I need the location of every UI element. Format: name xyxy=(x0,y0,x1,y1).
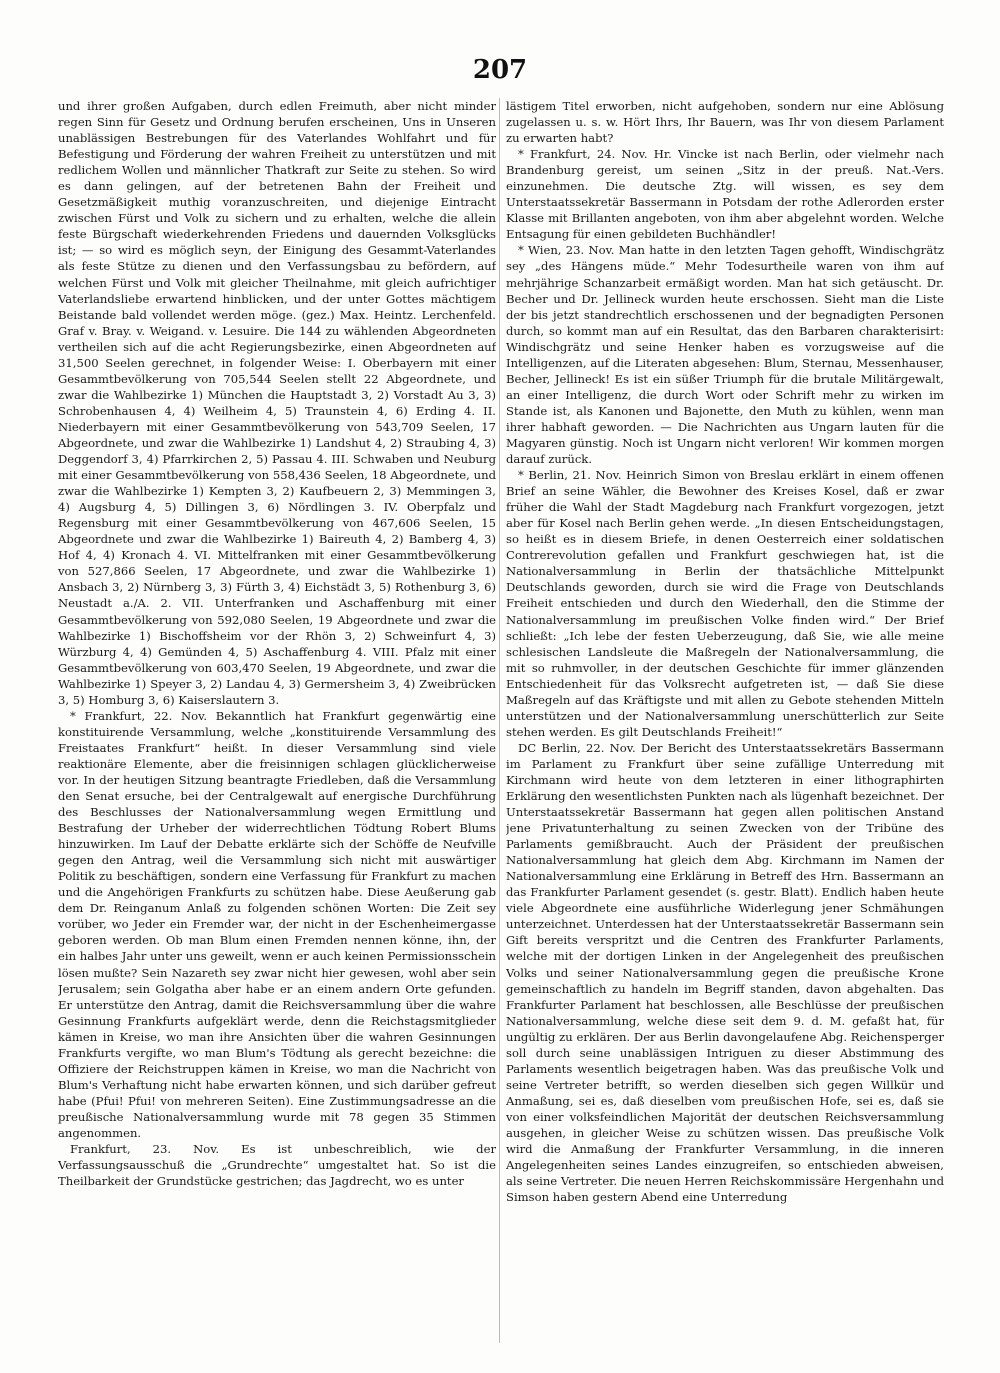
paragraph: * Wien, 23. Nov. Man hatte in den letzten Tagen gehofft, Windischgrätz sey „des Hängens müde.“ Mehr Todesurtheile waren von ihm auf mehrjährige Schanzarbeit ermäßigt worden. Man hat sich getäuscht. Dr. Becher und Dr. Jellineck wurden heute erschossen. Sieht man die Liste der bis jetzt standrechtlich erschossenen und der begnadigten Personen durch, so kommt man auf ein Resultat, das den Barbaren charakterisirt: Windischgrätz und seine Henker haben es vorzugsweise auf die Intelligenzen, auf die Literaten abgesehen: Blum, Sternau, Messenhauser, Becher, Jellineck! Es ist ein süßer Triumph für die brutale Militärgewalt, an einer Intelligenz, die durch Wort oder Schrift mehr zu wirken im Stande ist, als Kanonen und Bajonette, den Muth zu kühlen, wenn man ihrer habhaft geworden. — Die Nachrichten aus Ungarn lauten für die Magyaren günstig. Noch ist Ungarn nicht verloren! Wir kommen morgen darauf zurück. xyxy=(506,243,944,467)
paragraph: Frankfurt, 23. Nov. Es ist unbeschreiblich, wie der Verfassungsausschuß die „Grundrechte“ umgestaltet hat. So ist die Theilbarkeit der Grundstücke gestrichen; das Jagdrecht, wo es unter xyxy=(58,1142,496,1189)
paragraph: lästigem Titel erworben, nicht aufgehoben, sondern nur eine Ablösung zugelassen u. s. w. Hört Ihrs, Ihr Bauern, was Ihr von diesem Parlament zu erwarten habt? xyxy=(506,99,944,146)
page-number: 207 xyxy=(472,55,528,85)
paragraph: DC Berlin, 22. Nov. Der Bericht des Unterstaatssekretärs Bassermann im Parlament zu Frankfurt über seine zufällige Unterredung mit Kirchmann wird heute von dem letzteren in einer lithographirten Erklärung den wesentlichsten Punkten nach als lügenhaft bezeichnet. Der Unterstaatssekretär Bassermann hat gegen allen politischen Anstand jene Privatunterhaltung zu seinen Zwecken von der Tribüne des Parlaments gemißbraucht. Auch der Präsident der preußischen Nationalversammlung hat gleich dem Abg. Kirchmann im Namen der Nationalversammlung eine Erklärung in Betreff des Hrn. Bassermann an das Frankfurter Parlament gesendet (s. gestr. Blatt). Endlich haben heute viele Abgeordnete eine ausführliche Widerlegung jener Schmähungen unterzeichnet. Unterdessen hat der Unterstaatssekretär Bassermann sein Gift bereits verspritzt und die Centren des Frankfurter Parlaments, welche mit der dortigen Linken in der Angelegenheit des preußischen Volks und seiner Nationalversammlung gegen die preußische Krone gemeinschaftlich zu handeln im Begriff standen, davon abgehalten. Das Frankfurter Parlament hat beschlossen, alle Beschlüsse der preußischen Nationalversammlung, welche diese seit dem 9. d. M. gefaßt hat, für ungültig zu erklären. Der aus Berlin davongelaufene Abg. Reichensperger soll durch seine unablässigen Intriguen zu dieser Abstimmung des Parlaments wesentlich beigetragen haben. Was das preußische Volk und seine Vertreter betrifft, so werden dieselben sich gegen Willkür und Anmaßung, sei es, daß dieselben vom preußischen Hofe, sei es, daß sie von einer volksfeindlichen Majorität der deutschen Reichsversammlung ausgehen, in gleicher Weise zu schützen wissen. Das preußische Volk wird die Anmaßung der Frankfurter Versammlung, in die inneren Angelegenheiten seines Landes einzugreifen, so entschieden abweisen, als seine Vertreter. Die neuen Herren Reichskommissäre Hergenhahn und Simson haben gestern Abend eine Unterredung xyxy=(506,740,944,1205)
paragraph: und ihrer großen Aufgaben, durch edlen Freimuth, aber nicht minder regen Sinn für Gesetz und Ordnung berufen erscheinen, Uns in Unseren unablässigen Bestrebungen für des Vaterlandes Wohlfahrt und für Befestigung und Förderung der wahren Freiheit zu unterstützen und mit redlichem Wollen und männlicher Thatkraft zur Seite zu stehen. So wird es dann gelingen, auf der betretenen Bahn der Freiheit und Gesetzmäßigkeit muthig voranzuschreiten, und diejenige Eintracht zwischen Fürst und Volk zu sichern und zu erhalten, welche die allein feste Bürgschaft wiederkehrenden Friedens und dauernden Volksglücks ist; — so wird es möglich seyn, der Einigung des Gesammt-Vaterlandes als feste Stütze zu dienen und den Verfassungsbau zu befördern, auf welchen Fürst und Volk mit gleicher Theilnahme, mit gleich aufrichtiger Vaterlandsliebe erwartend hinblicken, und der unter Gottes mächtigem Beistande bald vollendet werden möge. (gez.) Max. Heintz. Lerchenfeld. Graf v. Bray. v. Weigand. v. Lesuire. Die 144 zu wählenden Abgeordneten vertheilen sich auf die acht Regierungsbezirke, einen Abgeordneten auf 31,500 Seelen gerechnet, in folgender Weise: I. Oberbayern mit einer Gesammtbevölkerung von 705,544 Seelen stellt 22 Abgeordnete, und zwar die Wahlbezirke 1) München die Hauptstadt 3, 2) Vorstadt Au 3, 3) Schrobenhausen 4, 4) Weilheim 4, 5) Traunstein 4, 6) Erding 4. II. Niederbayern mit einer Gesammtbevölkerung von 543,709 Seelen, 17 Abgeordnete, und zwar die Wahlbezirke 1) Landshut 4, 2) Straubing 4, 3) Deggendorf 3, 4) Pfarrkirchen 2, 5) Passau 4. III. Schwaben und Neuburg mit einer Gesammtbevölkerung von 558,436 Seelen, 18 Abgeordnete, und zwar die Wahlbezirke 1) Kempten 3, 2) Kaufbeuern 2, 3) Memmingen 3, 4) Augsburg 4, 5) Dillingen 3, 6) Nördlingen 3. IV. Oberpfalz und Regensburg mit einer Gesammtbevölkerung von 467,606 Seelen, 15 Abgeordnete und zwar die Wahlbezirke 1) Baireuth 4, 2) Bamberg 4, 3) Hof 4, 4) Kronach 4. VI. Mittelfranken mit einer Gesammtbevölkerung von 527,866 Seelen, 17 Abgeordnete, und zwar die Wahlbezirke 1) Ansbach 3, 2) Nürnberg 3, 3) Fürth 3, 4) Eichstädt 3, 5) Rothenburg 3, 6) Neustadt a./A. 2. VII. Unterfranken und Aschaffenburg mit einer Gesammtbevölkerung von 592,080 Seelen, 19 Abgeordnete und zwar die Wahlbezirke 1) Bischoffsheim vor der Rhön 3, 2) Schweinfurt 4, 3) Würzburg 4, 4) Gemünden 4, 5) Aschaffenburg 4. VIII. Pfalz mit einer Gesammtbevölkerung von 603,470 Seelen, 19 Abgeordnete, und zwar die Wahlbezirke 1) Speyer 3, 2) Landau 4, 3) Germersheim 3, 4) Zweibrücken 3, 5) Homburg 3, 6) Kaiserslautern 3. xyxy=(58,99,496,707)
column-divider xyxy=(499,98,500,1343)
right-column xyxy=(506,98,944,1343)
left-column xyxy=(58,98,496,1343)
paragraph: * Frankfurt, 22. Nov. Bekanntlich hat Frankfurt gegenwärtig eine konstituirende Versammlung, welche „konstituirende Versammlung des Freistaates Frankfurt“ heißt. In dieser Versammlung sind viele reaktionäre Elemente, aber die freisinnigen schlagen glücklicherweise vor. In der heutigen Sitzung beantragte Friedleben, daß die Versammlung den Senat ersuche, bei der Centralgewalt auf energische Durchführung des Beschlusses der Nationalversammlung wegen Ermittlung und Bestrafung der Urheber der widerrechtlichen Tödtung Robert Blums hinzuwirken. Im Lauf der Debatte erklärte sich der Schöffe de Neufville gegen den Antrag, weil die Versammlung sich nicht mit auswärtiger Politik zu beschäftigen, sondern eine Verfassung für Frankfurt zu machen und die Angehörigen Frankfurts zu schützen habe. Diese Aeußerung gab dem Dr. Reinganum Anlaß zu folgenden schönen Worten: Die Zeit sey vorüber, wo Jeder ein Fremder war, der nicht in der Eschenheimergasse geboren werden. Ob man Blum einen Fremden nennen könne, ihn, der ein halbes Jahr unter uns geweilt, wenn er auch keinen Permissionsschein lösen mußte? Sein Nazareth sey zwar nicht hier gewesen, wohl aber sein Jerusalem; sein Golgatha aber habe er an einem andern Orte gefunden. Er unterstütze den Antrag, damit die Reichsversammlung über die wahre Gesinnung Frankfurts aufgeklärt werde, denn die Reichstagsmitglieder kämen in Kreise, wo man ihre Ansichten über die wahren Gesinnungen Frankfurts vergifte, wo man Blum's Tödtung als gerecht bezeichne: die Offiziere der Reichstruppen kämen in Kreise, wo man die Nachricht von Blum's Verhaftung nicht habe erwarten können, und sich darüber gefreut habe (Pfui! Pfui! von mehreren Seiten). Eine Zustimmungsadresse an die preußische Nationalversammlung wurde mit 78 gegen 35 Stimmen angenommen. xyxy=(58,708,496,1140)
paragraph: * Berlin, 21. Nov. Heinrich Simon von Breslau erklärt in einem offenen Brief an seine Wähler, die Bewohner des Kreises Kosel, daß er zwar früher die Wahl der Stadt Magdeburg nach Frankfurt vorgezogen, jetzt aber für Kosel nach Berlin gehen werde. „In diesen Entscheidungstagen, so heißt es in diesem Briefe, in denen Oesterreich einer soldatischen Contrerevolution gefallen und Frankfurt geschwiegen hat, ist die Nationalversammlung in Berlin der thatsächliche Mittelpunkt Deutschlands geworden, durch sie wird die Frage von Deutschlands Freiheit entschieden und durch den Wiederhall, den die Stimme der Nationalversammlung im preußischen Volke finden wird.“ Der Brief schließt: „Ich lebe der festen Ueberzeugung, daß Sie, wie alle meine schlesischen Landsleute die Maßregeln der Nationalversammlung, die mit so ruhmvoller, in der deutschen Geschichte für immer glänzenden Entschiedenheit für das Volksrecht aufgetreten ist, — daß Sie diese Maßregeln auf das Kräftigste und mit allen zu Gebote stehenden Mitteln unterstützen und der Nationalversammlung unerschütterlich zur Seite stehen werden. Es gilt Deutschlands Freiheit!“ xyxy=(506,468,944,739)
paragraph: * Frankfurt, 24. Nov. Hr. Vincke ist nach Berlin, oder vielmehr nach Brandenburg gereist, um seinen „Sitz in der preuß. Nat.-Vers. einzunehmen. Die deutsche Ztg. will wissen, es sey dem Unterstaatssekretär Bassermann in Potsdam der rothe Adlerorden erster Klasse mit Brillanten angeboten, von ihm aber abgelehnt worden. Welche Entsagung für einen gebildeten Buchhändler! xyxy=(506,147,944,242)
